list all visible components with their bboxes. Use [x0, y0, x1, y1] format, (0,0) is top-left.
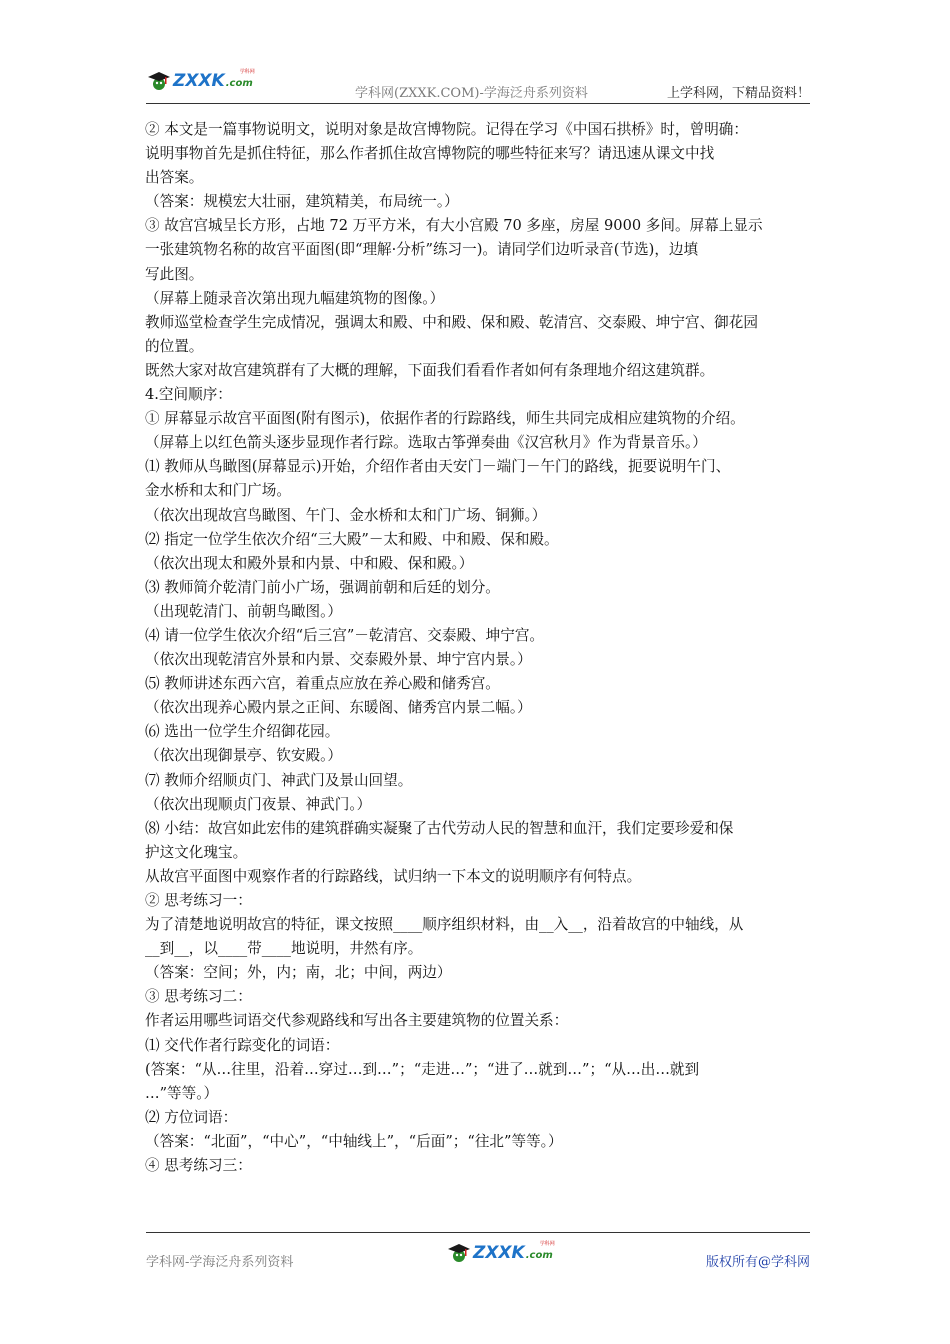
text-line: ⑺ 教师介绍顺贞门、神武门及景山回望。: [145, 771, 413, 789]
text-line: 出答案。: [145, 169, 204, 187]
text-line: （依次出现御景亭、钦安殿。）: [145, 747, 343, 765]
logo-suffix: .com: [525, 1250, 553, 1261]
text-line: ① 屏幕显示故宫平面图(附有图示)，依据作者的行踪路线，师生共同完成相应建筑物的介绍。: [145, 410, 745, 428]
text-line: ⑴ 教师从鸟瞰图(屏幕显示)开始，介绍作者由天安门－端门－午门的路线，扼要说明午门、: [145, 458, 731, 476]
text-line: 一张建筑物名称的故宫平面图(即“理解·分析”练习一)。请同学们边听录音(节选)，边填: [145, 241, 699, 259]
text-line: ④ 思考练习三：: [145, 1157, 252, 1175]
text-line: ⑵ 方位词语：: [145, 1108, 238, 1126]
text-line: （出现乾清门、前朝鸟瞰图。）: [145, 602, 343, 620]
header-divider: [146, 103, 810, 104]
text-line: __到__，以____带____地说明，井然有序。: [145, 940, 423, 958]
page-header: [146, 62, 810, 102]
text-line: (答案：“从…往里，沿着…穿过…到…”；“走进…”；“进了…就到…”；“从…出…就到: [145, 1060, 700, 1078]
graduation-cap-mascot-icon: [446, 1240, 472, 1266]
header-site-title: 学科网(ZXXK.COM)-学海泛舟系列资料: [355, 86, 588, 101]
text-line: （屏幕上以红色箭头逐步显现作者行踪。选取古筝弹奏曲《汉宫秋月》作为背景音乐。）: [145, 434, 707, 452]
text-line: ② 本文是一篇事物说明文，说明对象是故宫博物院。记得在学习《中国石拱桥》时，曾明确：: [145, 121, 748, 138]
text-line: ③ 思考练习二：: [145, 988, 252, 1006]
text-line: …”等等。）: [145, 1084, 219, 1102]
text-line: ③ 故宫宫城呈长方形，占地 72 万平方米，有大小宫殿 70 多座，房屋 9000 多间。屏幕上显示: [145, 217, 763, 235]
text-line: （依次出现太和殿外景和内景、中和殿、保和殿。）: [145, 554, 474, 572]
text-line: （依次出现顺贞门夜景、神武门。）: [145, 795, 372, 813]
text-line: ⑹ 选出一位学生介绍御花园。: [145, 723, 340, 741]
header-slogan: 上学科网，下精品资料！: [666, 86, 810, 101]
text-line: （依次出现乾清宫外景和内景、交泰殿外景、坤宁宫内景。）: [145, 651, 532, 669]
zxxk-logo: [146, 68, 253, 94]
text-line: ⑻ 小结：故宫如此宏伟的建筑群确实凝聚了古代劳动人民的智慧和血汗，我们定要珍爱和保: [145, 819, 734, 837]
text-line: （依次出现故宫鸟瞰图、午门、金水桥和太和门广场、铜狮。）: [145, 506, 547, 524]
text-line: （答案：空间；外，内；南，北；中间，两边）: [145, 964, 452, 982]
text-line: 写此图。: [145, 265, 204, 283]
text-line: （答案：规模宏大壮丽，建筑精美，布局统一。）: [145, 193, 459, 211]
text-line: （依次出现养心殿内景之正间、东暖阁、储秀宫内景二幅。）: [145, 699, 532, 717]
text-line: 护这文化瑰宝。: [145, 843, 248, 861]
text-line: 金水桥和太和门广场。: [145, 482, 291, 500]
text-line: ⑶ 教师简介乾清门前小广场，强调前朝和后廷的划分。: [145, 578, 500, 596]
text-line: 的位置。: [145, 337, 204, 355]
text-line: 为了清楚地说明故宫的特征，课文按照____顺序组织材料，由__入__，沿着故宫的中轴线，从: [145, 916, 744, 934]
text-line: ② 思考练习一：: [145, 892, 252, 909]
document-body: [145, 118, 817, 1178]
text-line: ⑷ 请一位学生依次介绍“后三宫”－乾清宫、交泰殿、坤宁宫。: [145, 626, 545, 644]
text-line: （屏幕上随录音次第出现九幅建筑物的图像。）: [145, 289, 445, 307]
page-footer: [146, 1232, 810, 1282]
footer-site-title: 学科网-学海泛舟系列资料: [146, 1255, 294, 1270]
text-line: （答案：“北面”，“中心”，“中轴线上”，“后面”；“往北”等等。）: [145, 1132, 563, 1150]
footer-zxxk-logo: [446, 1240, 553, 1266]
logo-cn-mark: 学科网: [239, 69, 255, 75]
footer-divider: [146, 1232, 810, 1233]
text-line: 教师巡堂检查学生完成情况，强调太和殿、中和殿、保和殿、乾清宫、交泰殿、坤宁宫、御花园: [145, 313, 758, 331]
logo-word: ZXXK: [473, 1243, 525, 1263]
text-line: ⑴ 交代作者行踪变化的词语：: [145, 1036, 340, 1054]
text-line: ⑵ 指定一位学生依次介绍“三大殿”－太和殿、中和殿、保和殿。: [145, 530, 559, 548]
text-line: 从故宫平面图中观察作者的行踪路线，试归纳一下本文的说明顺序有何特点。: [145, 867, 642, 885]
text-line: 作者运用哪些词语交代参观路线和写出各主要建筑物的位置关系：: [145, 1012, 569, 1030]
text-line: 说明事物首先是抓住特征，那么作者抓住故宫博物院的哪些特征来写？请迅速从课文中找: [145, 145, 715, 163]
text-line: 4.空间顺序：: [145, 386, 232, 404]
graduation-cap-mascot-icon: [146, 68, 172, 94]
logo-cn-mark: 学科网: [539, 1241, 555, 1247]
logo-word: ZXXK: [173, 71, 225, 91]
text-line: ⑸ 教师讲述东西六宫，着重点应放在养心殿和储秀宫。: [145, 675, 500, 693]
footer-copyright-link[interactable]: 版权所有@学科网: [705, 1255, 810, 1270]
text-line: 既然大家对故宫建筑群有了大概的理解，下面我们看看作者如何有条理地介绍这建筑群。: [145, 361, 715, 379]
logo-suffix: .com: [225, 78, 253, 89]
